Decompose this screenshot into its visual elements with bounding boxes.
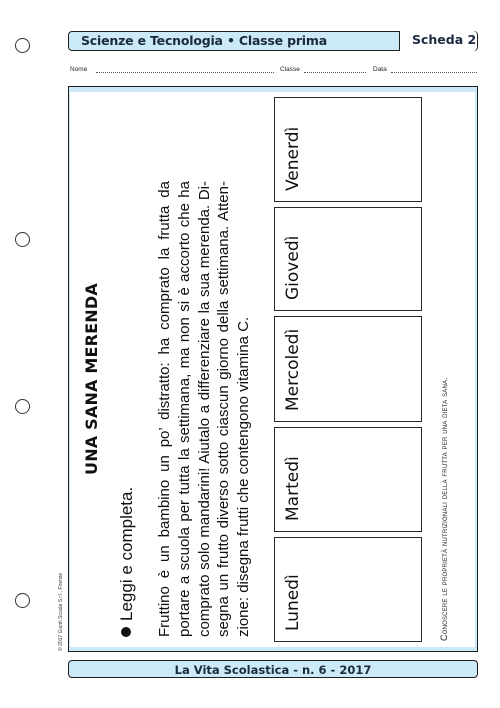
name-label: Nome — [70, 66, 88, 73]
footer-bar — [68, 660, 478, 678]
student-info-line — [70, 66, 478, 78]
header-bar — [68, 31, 478, 51]
magazine-issue: La Vita Scolastica - n. 6 - 2017 — [174, 663, 372, 677]
weekday-boxes — [274, 102, 425, 642]
drawing-box-thursday[interactable] — [274, 207, 422, 311]
binder-hole — [15, 38, 30, 53]
day-label: Martedì — [283, 456, 303, 521]
sheet-label: Scheda 2 — [412, 32, 477, 47]
date-label: Data — [373, 66, 387, 73]
day-label: Venerdì — [283, 126, 303, 191]
text-line: Fruttino è un bambino un po’ distratto: ha comprato la frutta da — [156, 181, 173, 637]
binder-hole — [15, 232, 30, 247]
drawing-box-wednesday[interactable] — [274, 316, 422, 422]
text-line: portare a scuola per tutta la settimana, ma non si è accorto che ha — [175, 181, 193, 637]
worksheet-title: UNA SANA MERENDA — [82, 283, 101, 475]
subject-title: Scienze e Tecnologia • Classe prima — [81, 33, 327, 48]
learning-objective: Conoscere le proprietà nutrizionali della frutta per una dieta sana. — [439, 377, 449, 641]
class-label: Classe — [280, 66, 300, 73]
name-field[interactable] — [96, 72, 274, 73]
drawing-box-friday[interactable] — [274, 97, 422, 202]
worksheet-content — [70, 92, 475, 647]
day-label: Lunedì — [283, 574, 303, 631]
binder-hole — [15, 593, 30, 608]
binder-hole — [15, 399, 30, 414]
day-label: Giovedì — [283, 235, 303, 300]
text-line: comprato solo mandarini! Aiutalo a differenziare la sua merenda. Di- — [195, 181, 213, 637]
worksheet-panel — [68, 86, 478, 652]
date-field[interactable] — [391, 72, 477, 73]
bullet-icon — [121, 627, 131, 637]
instruction-text: Leggi e completa. — [117, 486, 136, 621]
drawing-box-tuesday[interactable] — [274, 427, 422, 532]
exercise-text — [155, 181, 254, 637]
text-line: segna un frutto diverso sotto ciascun giorno della settimana. Atten- — [215, 181, 233, 637]
rotated-content — [75, 97, 480, 647]
copyright-notice: © 2017 Giunti Scuola S.r.l., Firenze — [58, 572, 64, 651]
text-line: zione: disegna frutti che contengono vitamina C. — [235, 316, 253, 637]
day-label: Mercoledì — [283, 328, 303, 411]
class-field[interactable] — [304, 72, 366, 73]
drawing-box-monday[interactable] — [274, 537, 422, 642]
sheet-badge — [399, 31, 477, 51]
instruction — [117, 487, 137, 637]
